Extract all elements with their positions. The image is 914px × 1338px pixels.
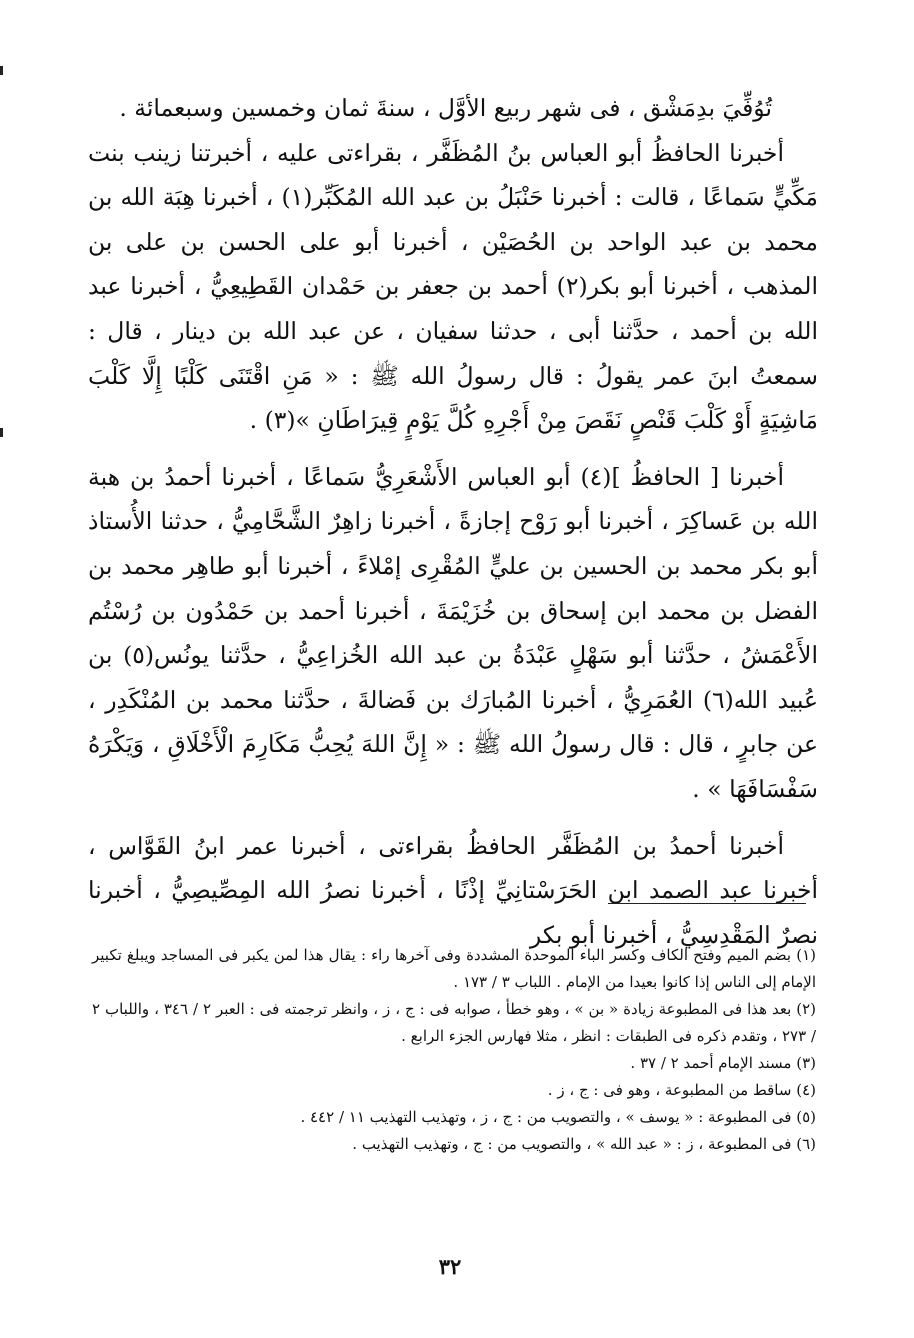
footnote-6: (٦) فى المطبوعة ، ز : « عبد الله » ، والتصويب من : ج ، وتهذيب التهذيب .: [352, 1135, 816, 1153]
footnote-separator: [608, 903, 806, 904]
scan-edge-mark: [0, 66, 3, 75]
paragraph-hadith-dog: أخبرنا الحافظُ أبو العباس بنُ المُظَفَّر ، بقراءتى عليه ، أخبرتنا زينب بنت مَكِّيٍّ سَماعًا ، قالت : أخبرنا حَنْبَلُ بن عبد الله المُكَبِّر(١) ، أخبرنا هِبَة الله بن محمد بن عبد الواحد بن الحُصَيْن ، أخبرنا أبو على الحسن بن على بن المذهب ، أخبرنا أبو بكر(٢) أحمد بن جعفر بن حَمْدان القَطِيعِيُّ ، أخبرنا عبد الله بن أحمد ، حدَّثنا أبى ، حدثنا سفيان ، عن عبد الله بن دينار ، قال : سمعتُ ابنَ عمر يقولُ : قال رسولُ الله ﷺ : « مَنِ اقْتَنَى كَلْبًا إِلَّا كَلْبَ مَاشِيَةٍ أَوْ كَلْبَ قَنْصٍ نَقَصَ مِنْ أَجْرِهِ كُلَّ يَوْمٍ قِيرَاطَانِ »(٣) .: [88, 138, 818, 435]
footnote-5: (٥) فى المطبوعة : « يوسف » ، والتصويب من : ج ، ز ، وتهذيب التهذيب ١١ / ٤٤٢ .: [300, 1108, 816, 1126]
paragraph-hadith-morals: أخبرنا [ الحافظُ ](٤) أبو العباس الأَشْعَرِيُّ سَماعًا ، أخبرنا أحمدُ بن هبة الله بن عَساكِرَ ، أخبرنا أبو رَوْح إجازةً ، أخبرنا زاهِرٌ الشَّحَّامِيُّ ، حدثنا الأُستاذ أبو بكر محمد بن الحسين بن عليٍّ المُقْرِى إمْلاءً ، أخبرنا أبو طاهِر محمد بن الفضل بن محمد ابن إسحاق بن خُزَيْمَةَ ، أخبرنا أحمد بن حَمْدُون بن رُسْتُم الأَعْمَشُ ، حدَّثنا أبو سَهْلٍ عَبْدَةُ بن عبد الله الخُزاعِيُّ ، حدَّثنا يونُس(٥) بن عُبيد الله(٦) العُمَرِيُّ ، أخبرنا المُبارَك بن فَضالةَ ، حدَّثنا محمد بن المُنْكَدِر ، عن جابرٍ ، قال : قال رسولُ الله ﷺ : « إِنَّ اللهَ يُحِبُّ مَكَارِمَ الْأَخْلَاقِ ، وَيَكْرَهُ سَفْسَافَهَا » .: [88, 462, 819, 803]
footnote-2: (٢) بعد هذا فى المطبوعة زيادة « بن » ، وهو خطأ ، صوابه فى : ج ، ز ، وانظر ترجمته فى : العبر ٢ / ٣٤٦ ، واللباب ٢ / ٢٧٣ ، وتقدم ذكره فى الطبقات : انظر ، مثلا فهارس الجزء الرابع .: [92, 1000, 817, 1045]
footnote-1: (١) بضم الميم وفتح الكاف وكسر الباء الموحدة المشددة وفى آخرها راء : يقال هذا لمن يكبر فى المساجد ويبلغ تكبير الإمام إلى الناس إذا كانوا بعيدا من الإمام . اللباب ٣ / ١٧٣ .: [92, 946, 816, 991]
main-text: [88, 86, 818, 957]
paragraph-death-note: تُوُفِّيَ بدِمَشْق ، فى شهر ربيع الأوَّل ، سنةَ ثمان وخمسين وسبعمائة .: [119, 94, 772, 122]
page-number: ٣٢: [438, 1254, 462, 1279]
footnote-4: (٤) ساقط من المطبوعة ، وهو فى : ج ، ز .: [547, 1081, 816, 1099]
footnotes: [92, 942, 816, 1158]
scan-edge-mark: [0, 428, 3, 437]
footnote-3: (٣) مسند الإمام أحمد ٢ / ٣٧ .: [630, 1054, 816, 1072]
paragraph-isnad-continued: أخبرنا أحمدُ بن المُظَفَّر الحافظُ بقراءتى ، أخبرنا عمر ابنُ القَوَّاس ، أخبرنا عبد الصمد ابن الحَرَسْتانِيِّ إذْنًا ، أخبرنا نصرُ الله المِصِّيصِيُّ ، أخبرنا نصرٌ المَقْدِسِيُّ ، أخبرنا أبو بكر: [88, 831, 818, 949]
